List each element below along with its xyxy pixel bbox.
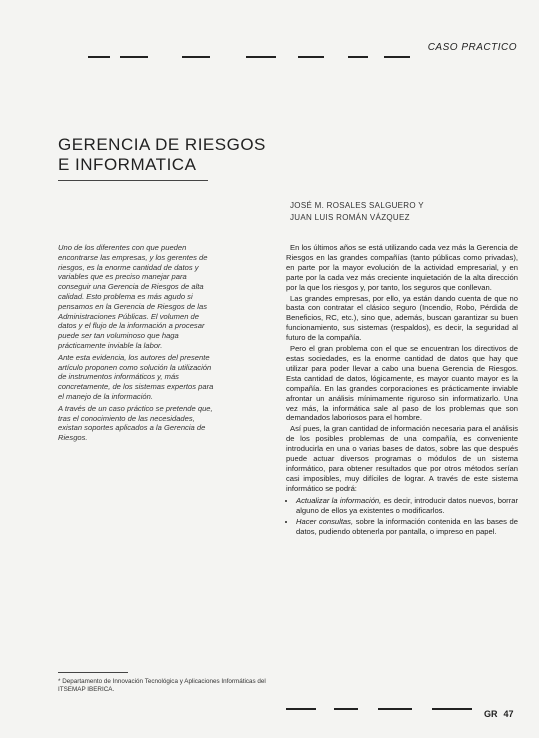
intro-paragraph-3: A través de un caso práctico se pretende que, tras el conocimiento de las necesidades, existan soportes aplicados a la Gerencia de Riesgos. [58, 403, 213, 443]
bullet-lead: Actualizar la información, [296, 495, 382, 505]
title-line-2: E INFORMATICA [58, 155, 197, 174]
body-paragraph-4: Así pues, la gran cantidad de información necesaria para el análisis de los posibles problemas de una compañía, es conveniente introducirla en una o varias bases de datos, sobre las que después puede actuar diversos programas o módulos de un sistema informático, para obtener resultados que por otros métodos serían casi imposibles, muy difíciles de lograr. A través de este sistema informático se podrá: [286, 424, 518, 493]
bullet-item-1 [296, 496, 518, 516]
title-line-1: GERENCIA DE RIESGOS [58, 135, 266, 154]
author-line-1: JOSÉ M. ROSALES SALGUERO Y [290, 201, 424, 210]
page-number: 47 [503, 709, 514, 719]
intro-paragraph-1: Uno de los diferentes con que pueden encontrarse las empresas, y los gerentes de riesgos, es la enorme cantidad de datos y variables que es preciso manejar para conseguir una Gerencia de Riesgos de alta calidad. Esto problema es más agudo si pensamos en la Gerencia de Riesgos de las Administraciones Públicas. El volumen de datos y el flujo de la información a procesar puede ser tan voluminoso que haga prácticamente inviable la labor. [58, 243, 208, 350]
authors [290, 200, 424, 224]
bullet-lead: Hacer consultas, [296, 517, 354, 527]
article-title [58, 135, 266, 175]
body-paragraph-2: Las grandes empresas, por ello, ya están dando cuenta de que no basta con contratar el clásico seguro (Incendio, Robo, Pérdida de Beneficios, RC, etc.), sino que, además, buscan garantizar su buen funcionamiento, sus sistemas (respaldos), es decir, la seguridad al futuro de la compañía. [286, 293, 518, 343]
bullet-text: es decir, introducir datos nuevos, borrar alguno de ellos ya existentes o modificarlos. [296, 495, 518, 515]
journal-logo-icon: GR [484, 709, 498, 719]
title-rule [58, 180, 208, 181]
section-label: CASO PRACTICO [427, 42, 517, 53]
body-paragraph-3: Pero el gran problema con el que se encuentran los directivos de estas sociedades, es la enorme cantidad de datos que hay que utilizar para poder llevar a cabo una buena Gerencia de Riesgos. Esta cantidad de datos, lógicamente, es mayor cuanto mayor es la compañía. En las grandes corporaciones es prácticamente inviable afrontar un análisis mínimamente riguroso sin informatizarlo. Una vez más, la informática sale al paso de los problemas que son demandados laboriosos para el hombre. [286, 344, 518, 423]
author-line-2: JUAN LUIS ROMÁN VÁZQUEZ [290, 213, 410, 222]
footer-rule [286, 708, 476, 710]
body-column [286, 243, 518, 539]
intro-paragraph-2: Ante esta evidencia, los autores del presente artículo proponen como solución la utilización de instrumentos informáticos y, más concretamente, de los sistemas expertos para el manejo de la información. [58, 352, 214, 401]
bullet-item-2 [296, 517, 518, 537]
body-bullet-list [286, 496, 518, 538]
body-paragraph-1: En los últimos años se está utilizando cada vez más la Gerencia de Riesgos en las grandes compañías (tanto públicas como privadas), en parte por la mayor evolución de la actividad empresarial, y en parte por la cada vez más creciente inquietación de la alta dirección por la que los riesgos y, por tanto, los seguros que conllevan. [286, 243, 518, 292]
bullet-text: sobre la información contenida en las bases de datos, pudiendo obtenerla por pantalla, o impreso en papel. [296, 517, 518, 537]
page-footer [484, 709, 514, 719]
footnote-rule [58, 672, 128, 673]
footnote: * Departamento de Innovación Tecnológica y Aplicaciones Informáticas del ITSEMAP IBERICA. [58, 678, 266, 693]
intro-column [58, 243, 216, 445]
